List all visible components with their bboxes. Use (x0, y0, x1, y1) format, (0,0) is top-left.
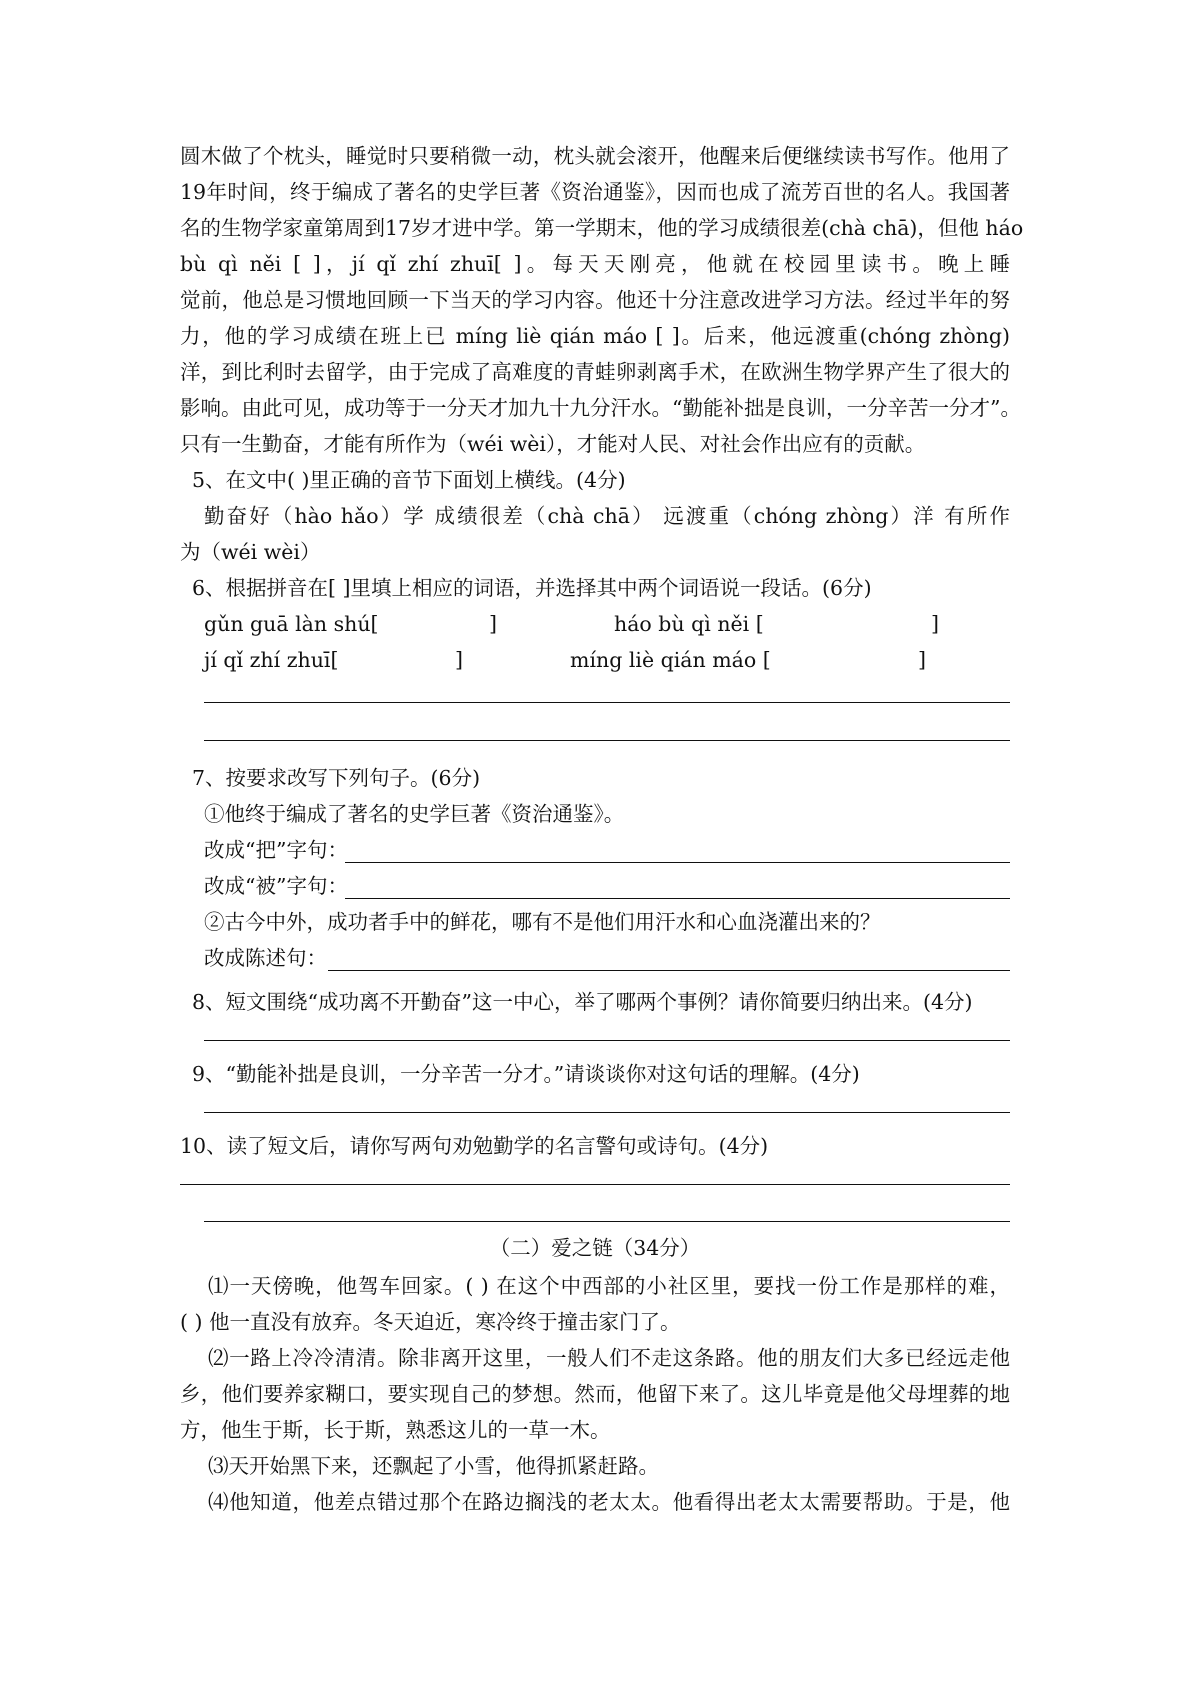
bracket-close: ] (455, 648, 463, 672)
passage-line: 只有一生勤奋，才能有所作为（wéi wèi），才能对人民、对社会作出应有的贡献。 (180, 432, 926, 456)
answer-line[interactable] (204, 1221, 1010, 1222)
question-8: 8、短文围绕“成功离不开勤奋”这一中心，举了哪两个事例？请你简要归纳出来。(4分) (192, 990, 973, 1014)
passage-line: 名的生物学家童第周到17岁才进中学。第一学期末，他的学习成绩很差(chà chā)，但他 háo (180, 216, 1024, 240)
pinyin-gun-gua-lan-shu: gǔn guā làn shú[ (204, 612, 379, 636)
passage-line: 力，他的学习成绩在班上已 míng liè qián máo [ ]。后来，他远渡重(chóng zhòng) (180, 324, 1010, 348)
question-7-title: 7、按要求改写下列句子。(6分) (192, 766, 481, 790)
bracket-close: ] (918, 648, 926, 672)
question-7-sentence-2: ②古今中外，成功者手中的鲜花，哪有不是他们用汗水和心血浇灌出来的？ (204, 910, 881, 934)
pinyin-ji-qi-zhi-zhui: jí qǐ zhí zhuī[ (204, 648, 339, 672)
passage-line: 洋，到比利时去留学，由于完成了高难度的青蛙卵剥离手术，在欧洲生物学界产生了很大的 (180, 360, 1010, 384)
passage-2-line: 乡，他们要养家糊口，要实现自己的梦想。然而，他留下来了。这儿毕竟是他父母埋葬的地 (180, 1382, 1010, 1406)
passage-line: bù qì něi [ ]，jí qǐ zhí zhuī[ ]。每天天刚亮，他就在校园里读书。晚上睡 (180, 252, 1010, 276)
question-9: 9、“勤能补拙是良训，一分辛苦一分才。”请谈谈你对这句话的理解。(4分) (192, 1062, 860, 1086)
answer-line[interactable] (180, 1184, 1010, 1185)
question-6-title: 6、根据拼音在[ ]里填上相应的词语，并选择其中两个词语说一段话。(6分) (192, 576, 872, 600)
answer-line[interactable] (204, 1112, 1010, 1113)
question-5-title: 5、在文中( )里正确的音节下面划上横线。(4分) (192, 468, 626, 492)
rewrite-ba-label: 改成“把”字句： (204, 838, 348, 862)
passage-line: 19年时间，终于编成了著名的史学巨著《资治通鉴》，因而也成了流芳百世的名人。我国著 (180, 180, 1010, 204)
answer-line[interactable] (204, 702, 1010, 703)
passage-2-line: ( ) 他一直没有放弃。冬天迫近，寒冷终于撞击家门了。 (180, 1310, 681, 1334)
question-5-options-cont: 为（wéi wèi） (180, 540, 321, 564)
bracket-close: ] (931, 612, 939, 636)
bracket-close: ] (489, 612, 497, 636)
passage-2-line: ⑵一路上冷冷清清。除非离开这里，一般人们不走这条路。他的朋友们大多已经远走他 (208, 1346, 1010, 1370)
passage-line: 影响。由此可见，成功等于一分天才加九十九分汗水。“勤能补拙是良训，一分辛苦一分才”。 (180, 396, 1021, 420)
question-7-sentence-1: ①他终于编成了著名的史学巨著《资治通鉴》。 (204, 802, 625, 826)
passage-line: 觉前，他总是习惯地回顾一下当天的学习内容。他还十分注意改进学习方法。经过半年的努 (180, 288, 1010, 312)
section-2-title: （二）爱之链（34分） (489, 1236, 701, 1260)
pinyin-ming-lie-qian-mao: míng liè qián máo [ (570, 648, 771, 672)
pinyin-hao-bu-qi-nei: háo bù qì něi [ (614, 612, 764, 636)
bei-answer-line[interactable] (345, 898, 1010, 899)
answer-line[interactable] (204, 1040, 1010, 1041)
passage-2-line: ⑶天开始黑下来，还飘起了小雪，他得抓紧赶路。 (208, 1454, 659, 1478)
passage-line: 圆木做了个枕头，睡觉时只要稍微一动，枕头就会滚开，他醒来后便继续读书写作。他用了 (180, 144, 1010, 168)
rewrite-bei-label: 改成“被”字句： (204, 874, 348, 898)
declarative-answer-line[interactable] (328, 970, 1010, 971)
ba-answer-line[interactable] (345, 862, 1010, 863)
question-10: 10、读了短文后，请你写两句劝勉勤学的名言警句或诗句。(4分) (180, 1134, 769, 1158)
passage-2-line: ⑷他知道，他差点错过那个在路边搁浅的老太太。他看得出老太太需要帮助。于是，他 (208, 1490, 1010, 1514)
answer-line[interactable] (204, 740, 1010, 741)
question-5-options: 勤奋好（hào hǎo）学 成绩很差（chà chā） 远渡重（chóng zhòng）洋 有所作 (204, 504, 1010, 528)
passage-2-line: ⑴一天傍晚，他驾车回家。( ) 在这个中西部的小社区里，要找一份工作是那样的难， (208, 1274, 1010, 1298)
passage-2-line: 方，他生于斯，长于斯，熟悉这儿的一草一木。 (180, 1418, 611, 1442)
rewrite-declarative-label: 改成陈述句： (204, 946, 327, 970)
